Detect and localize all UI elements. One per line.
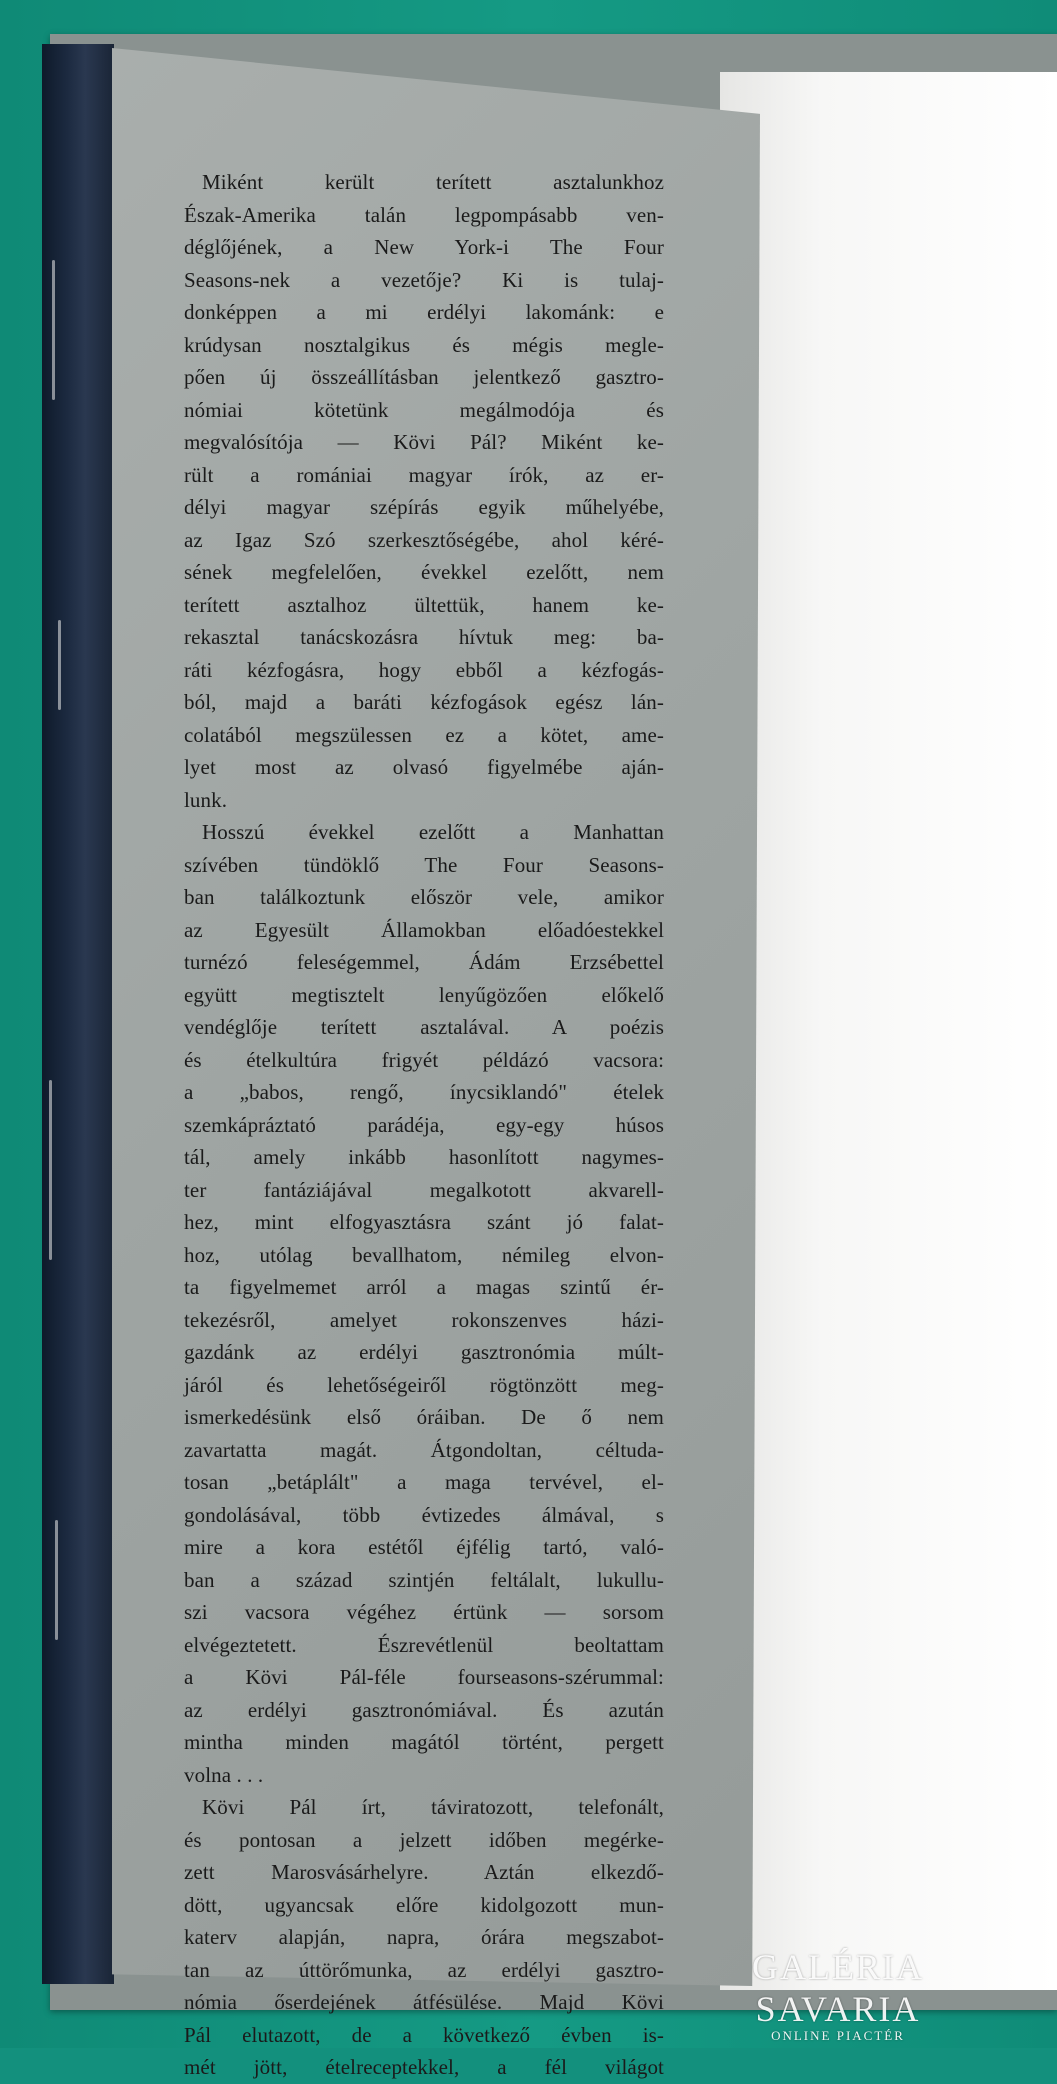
text-line: Seasons-nek a vezetője? Ki is tulaj- <box>184 267 664 292</box>
text-line: sének megfelelően, évekkel ezelőtt, nem <box>184 560 664 584</box>
text-line: rült a romániai magyar írók, az er- <box>184 462 664 487</box>
text-line: nómiai kötetünk megálmodója és <box>184 397 664 422</box>
watermark-title: GALÉRIA SAVARIA <box>752 1947 924 2029</box>
text-line: turnézó feleségemmel, Ádám Erzsébettel <box>184 950 664 974</box>
spine-wear-mark <box>52 260 55 400</box>
text-line: szívében tündöklő The Four Seasons- <box>184 852 664 877</box>
text-line: mintha minden magától történt, pergett <box>184 1730 664 1754</box>
spine-wear-mark <box>58 620 61 710</box>
text-line: Miként került terített asztalunkhoz <box>202 170 664 194</box>
spine-wear-mark <box>55 1520 58 1640</box>
watermark-subtitle: ONLINE PIACTÉR <box>771 2028 905 2043</box>
text-line: Kövi Pál írt, táviratozott, telefonált, <box>202 1795 664 1819</box>
text-line: együtt megtisztelt lenyűgözően előkelő <box>184 982 664 1007</box>
text-line: szemkápráztató parádéja, egy-egy húsos <box>184 1112 664 1137</box>
text-line: rekasztal tanácskozásra hívtuk meg: ba- <box>184 625 664 649</box>
text-line: az Igaz Szó szerkesztőségébe, ahol kéré- <box>184 527 664 552</box>
text-line: és pontosan a jelzett időben megérke- <box>184 1827 664 1852</box>
text-line: hez, mint elfogyasztásra szánt jó falat- <box>184 1210 664 1234</box>
text-line: elvégeztetett. Észrevétlenül beoltattam <box>184 1632 664 1657</box>
text-line: a Kövi Pál-féle fourseasons-szérummal: <box>184 1665 664 1689</box>
text-line: gondolásával, több évtizedes álmával, s <box>184 1502 664 1527</box>
text-line: zavartatta magát. Átgondoltan, céltuda- <box>184 1437 664 1462</box>
text-line: katerv alapján, napra, órára megszabot- <box>184 1925 664 1949</box>
watermark <box>668 1946 1008 2044</box>
text-line: a „babos, rengő, ínycsiklandó" ételek <box>184 1080 664 1104</box>
text-line: Pál elutazott, de a következő évben is- <box>184 2022 664 2047</box>
text-line: tosan „betáplált" a maga tervével, el- <box>184 1470 664 1494</box>
text-line: volna . . . <box>184 1762 264 1787</box>
text-line: terített asztalhoz ültettük, hanem ke- <box>184 592 664 617</box>
text-line: lyet most az olvasó figyelmébe aján- <box>184 755 664 779</box>
text-line: ismerkedésünk első óráiban. De ő nem <box>184 1405 664 1429</box>
text-line: ta figyelmemet arról a magas szintű ér- <box>184 1275 664 1299</box>
text-line: déglőjének, a New York-i The Four <box>184 235 664 259</box>
text-line: colatából megszülessen ez a kötet, ame- <box>184 722 664 747</box>
spine-wear-mark <box>49 1080 52 1260</box>
text-line: szi vacsora végéhez értünk — sorsom <box>184 1600 664 1624</box>
white-endpaper <box>720 72 1057 1990</box>
text-line: és ételkultúra frigyét példázó vacsora: <box>184 1047 664 1072</box>
text-line: ban a század szintjén feltálalt, lukullu- <box>184 1567 664 1592</box>
text-line: tan az úttörőmunka, az erdélyi gasztro- <box>184 1957 664 1982</box>
text-line: mire a kora estétől éjfélig tartó, való- <box>184 1535 664 1559</box>
text-line: dött, ugyancsak előre kidolgozott mun- <box>184 1892 664 1917</box>
text-line: ból, majd a baráti kézfogások egész lán- <box>184 690 664 714</box>
text-line: lunk. <box>184 787 228 812</box>
text-line: megvalósítója — Kövi Pál? Miként ke- <box>184 430 664 454</box>
text-line: zett Marosvásárhelyre. Aztán elkezdő- <box>184 1860 664 1884</box>
text-line: donképpen a mi erdélyi lakománk: e <box>184 300 664 324</box>
text-line: ban találkoztunk először vele, amikor <box>184 885 664 909</box>
text-line: az erdélyi gasztronómiával. És azután <box>184 1697 664 1722</box>
jacket-flap-text <box>184 166 664 2084</box>
text-line: pően új összeállításban jelentkező gasztro- <box>184 365 664 389</box>
text-line: ráti kézfogásra, hogy ebből a kézfogás- <box>184 657 664 682</box>
text-line: Hosszú évekkel ezelőtt a Manhattan <box>202 820 664 844</box>
text-line: délyi magyar szépírás egyik műhelyébe, <box>184 495 664 519</box>
text-line: járól és lehetőségeiről rögtönzött meg- <box>184 1372 664 1397</box>
text-line: Észak-Amerika talán legpompásabb ven- <box>184 202 664 227</box>
text-line: ter fantáziájával megalkotott akvarell- <box>184 1177 664 1202</box>
text-line: tekezésről, amelyet rokonszenves házi- <box>184 1307 664 1332</box>
text-line: vendéglője terített asztalával. A poézis <box>184 1015 664 1039</box>
text-line: az Egyesült Államokban előadóestekkel <box>184 917 664 942</box>
text-line: tál, amely inkább hasonlított nagymes- <box>184 1145 664 1169</box>
text-line: gazdánk az erdélyi gasztronómia múlt- <box>184 1340 664 1364</box>
text-line: krúdysan nosztalgikus és mégis megle- <box>184 332 664 357</box>
text-line: nómia őserdejének átfésülése. Majd Kövi <box>184 1990 664 2014</box>
text-line: mét jött, ételreceptekkel, a fél világot <box>184 2055 664 2079</box>
text-line: hoz, utólag bevallhatom, némileg elvon- <box>184 1242 664 1267</box>
